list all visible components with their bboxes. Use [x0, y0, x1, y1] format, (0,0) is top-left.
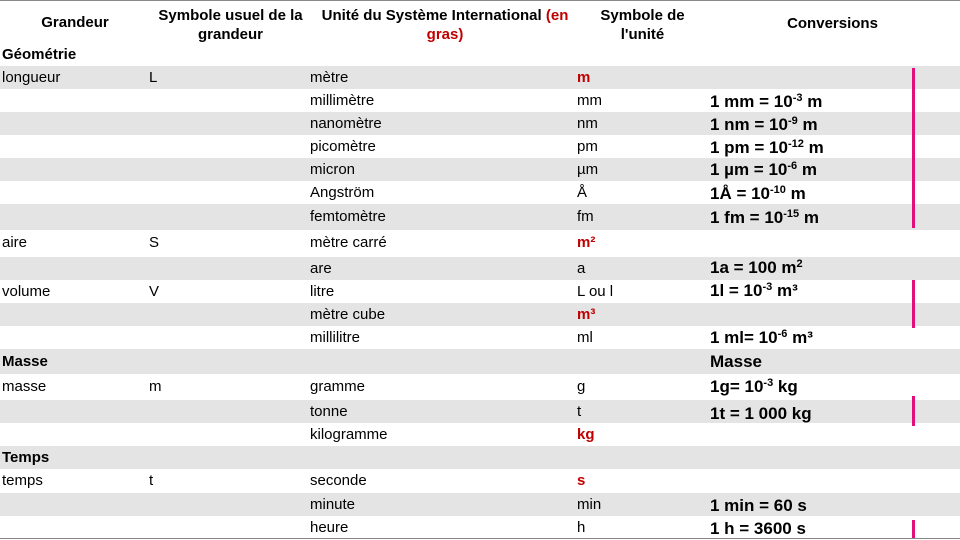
cell-unit-symbol: nm [577, 115, 598, 132]
conversion-line [710, 208, 819, 228]
header-symbole-unite-line2: l'unité [620, 26, 665, 43]
cell-unite: gramme [310, 378, 366, 395]
cell-symbole: S [149, 234, 160, 251]
conversion-base: 1l = 10 [710, 281, 763, 300]
conversion-base: 1a = 100 m [710, 258, 797, 277]
table-row [0, 516, 960, 540]
conversion-line [710, 404, 812, 424]
table-row [0, 374, 960, 400]
accent-bar [912, 68, 915, 228]
conversion-base: 1Å = 10 [710, 184, 771, 203]
header-grandeur: Grandeur [41, 14, 109, 31]
conversion-line [710, 496, 807, 516]
conversion-line [710, 115, 818, 135]
cell-grandeur: temps [2, 472, 43, 489]
header-unite-si [305, 6, 585, 44]
table-row [0, 257, 960, 280]
cell-unite: femtomètre [310, 208, 386, 225]
cell-grandeur: Temps [2, 449, 50, 466]
cell-grandeur: masse [2, 378, 47, 395]
header-symbole-line2: grandeur [197, 26, 263, 43]
cell-unite: kilogramme [310, 426, 388, 443]
header-unite-line2: gras) [426, 26, 464, 43]
cell-grandeur: volume [2, 283, 51, 300]
cell-unite: nanomètre [310, 115, 382, 132]
conversion-base: 1 nm = 10 [710, 115, 788, 134]
conversion-exponent: -3 [792, 92, 803, 104]
conversion-line [710, 160, 817, 180]
cell-symbole: V [149, 283, 160, 300]
cell-unit-symbol: t [577, 403, 582, 420]
cell-unit-symbol: mm [577, 92, 602, 109]
table-row [0, 66, 960, 89]
conversion-unit: kg [773, 377, 798, 396]
cell-unite: minute [310, 496, 356, 513]
conversion-exponent: -10 [770, 184, 786, 196]
header-unite-text: Unité du Système International [321, 7, 546, 24]
accent-bar [912, 396, 915, 426]
cell-unite: Angström [310, 184, 375, 201]
cell-unit-symbol: s [577, 472, 586, 489]
conversion-exponent: -15 [783, 208, 800, 220]
conversion-unit: m [802, 92, 823, 111]
header-unite-line1 [305, 6, 585, 25]
conversion-unit: m [785, 184, 806, 203]
cell-unit-symbol: g [577, 378, 586, 395]
header-symbole-line1: Symbole usuel de la [158, 7, 303, 24]
conversion-line [710, 258, 803, 278]
header-symbole-unite [585, 6, 700, 44]
cell-grandeur: Géométrie [2, 46, 77, 63]
cell-unite: millimètre [310, 92, 375, 109]
table-row [0, 469, 960, 493]
cell-unite: mètre cube [310, 306, 386, 323]
cell-unit-symbol: Å [577, 184, 588, 201]
accent-bar [912, 280, 915, 328]
cell-grandeur: aire [2, 234, 28, 251]
conversion-line [710, 328, 813, 348]
cell-symbole: m [149, 378, 162, 395]
cell-unite: picomètre [310, 138, 376, 155]
header-symbole-grandeur [148, 6, 313, 44]
cell-symbole: t [149, 472, 154, 489]
cell-unit-symbol: m² [577, 234, 596, 251]
conversion-base: 1t = 1 000 kg [710, 404, 812, 423]
conversion-line [710, 352, 762, 372]
accent-bar [912, 520, 915, 538]
cell-unite: mètre [310, 69, 349, 86]
conversion-line [710, 377, 798, 397]
conversion-exponent: -3 [762, 281, 773, 293]
cell-unite: are [310, 260, 332, 277]
cell-symbole: L [149, 69, 158, 86]
cell-unit-symbol: m [577, 69, 591, 86]
conversion-exponent: -9 [787, 115, 798, 127]
cell-unit-symbol: ml [577, 329, 593, 346]
header-conversions: Conversions [787, 15, 878, 32]
cell-unit-symbol: kg [577, 426, 595, 443]
table-row [0, 303, 960, 326]
conversion-base: Masse [710, 352, 762, 371]
cell-unit-symbol: h [577, 519, 586, 536]
conversion-exponent: 2 [796, 258, 803, 270]
conversion-line [710, 281, 798, 301]
conversion-line [710, 92, 822, 112]
cell-grandeur: longueur [2, 69, 61, 86]
cell-unite: seconde [310, 472, 367, 489]
table-row [0, 44, 960, 66]
cell-unite: millilitre [310, 329, 360, 346]
conversion-exponent: -12 [787, 138, 804, 150]
cell-unite: heure [310, 519, 349, 536]
cell-unit-symbol: a [577, 260, 586, 277]
conversion-unit: m [797, 115, 818, 134]
cell-unite: mètre carré [310, 234, 387, 251]
table-row [0, 423, 960, 446]
conversion-base: 1 h = 3600 s [710, 519, 806, 538]
table-row [0, 349, 960, 374]
conversion-line [710, 184, 806, 204]
conversion-line [710, 138, 824, 158]
conversion-unit: m³ [772, 281, 798, 300]
conversion-exponent: -3 [763, 377, 774, 389]
cell-unite: litre [310, 283, 335, 300]
conversion-base: 1 µm = 10 [710, 160, 788, 179]
header-symbole-unite-line1: Symbole de [600, 7, 685, 24]
table-row [0, 326, 960, 349]
conversion-base: 1 min = 60 s [710, 496, 807, 515]
conversion-base: 1g= 10 [710, 377, 764, 396]
conversion-base: 1 ml= 10 [710, 328, 778, 347]
conversion-line [710, 519, 806, 539]
cell-unit-symbol: L ou l [577, 283, 614, 300]
cell-unite: micron [310, 161, 356, 178]
conversion-unit: m [799, 208, 819, 227]
conversion-exponent: -6 [787, 160, 798, 172]
cell-unit-symbol: m³ [577, 306, 596, 323]
cell-unite: tonne [310, 403, 348, 420]
cell-unit-symbol: min [577, 496, 602, 513]
conversion-base: 1 pm = 10 [710, 138, 788, 157]
table-row [0, 446, 960, 469]
header-unite-red: (en [545, 7, 569, 24]
table-row [0, 181, 960, 204]
table-row [0, 280, 960, 303]
conversion-unit: m³ [787, 328, 813, 347]
cell-unit-symbol: pm [577, 138, 598, 155]
conversion-exponent: -6 [777, 328, 788, 340]
conversion-base: 1 fm = 10 [710, 208, 784, 227]
cell-grandeur: Masse [2, 353, 48, 370]
table-row [0, 493, 960, 516]
cell-unit-symbol: fm [577, 208, 594, 225]
table-bottom-border [0, 538, 960, 539]
conversion-unit: m [797, 160, 817, 179]
table-row [0, 400, 960, 423]
table-row [0, 230, 960, 257]
conversion-unit: m [803, 138, 824, 157]
cell-unit-symbol: µm [577, 161, 599, 178]
table-header [0, 0, 960, 47]
conversion-base: 1 mm = 10 [710, 92, 793, 111]
